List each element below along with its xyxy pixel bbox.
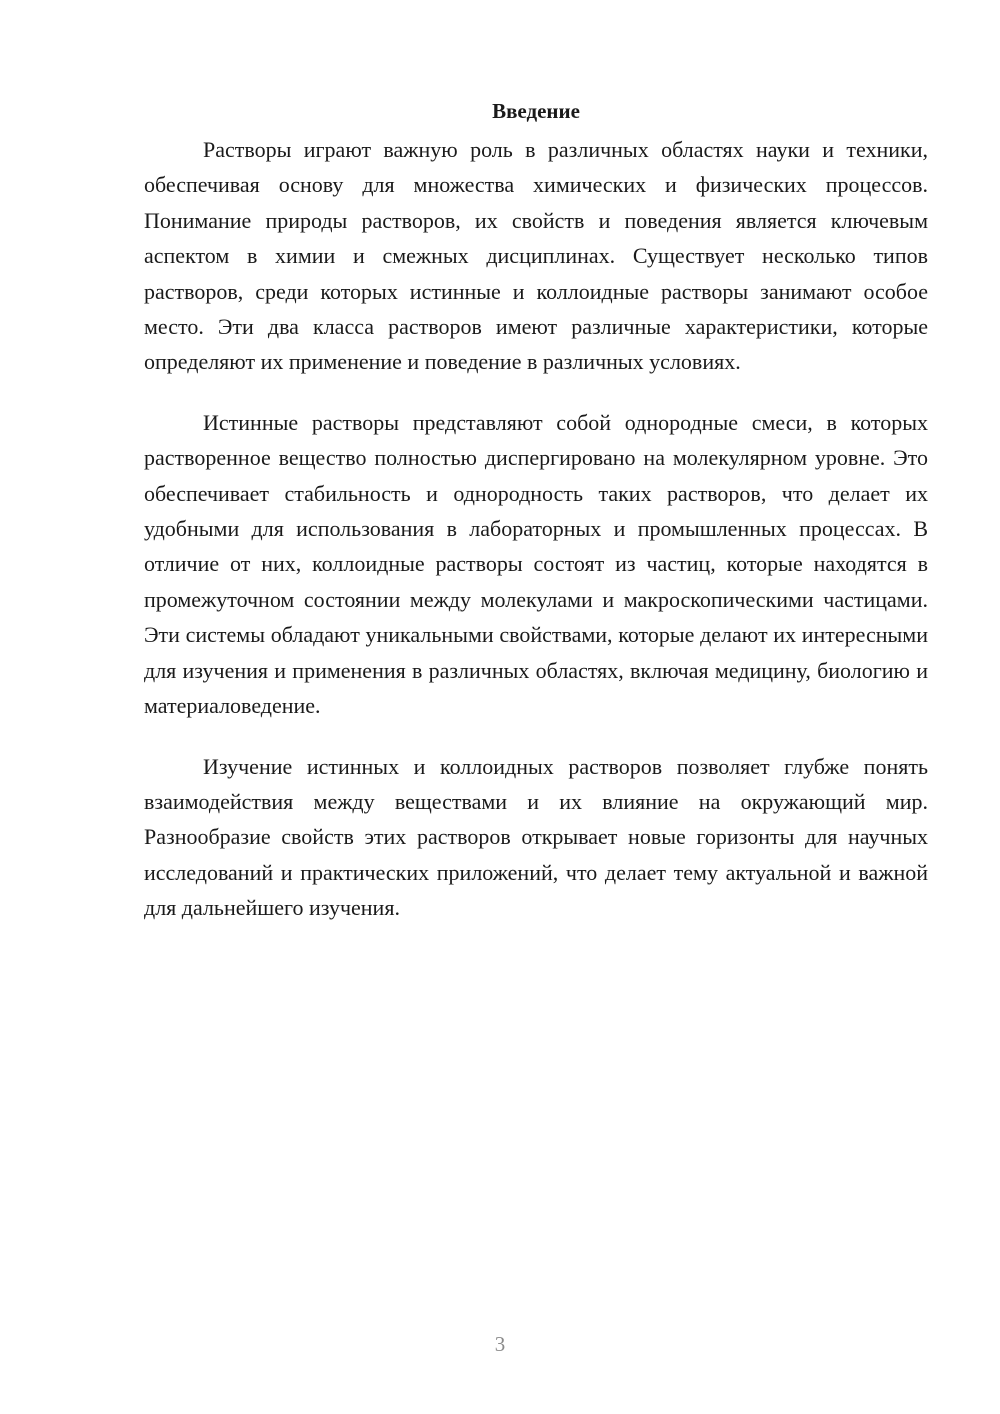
page-content: [144, 96, 928, 951]
page-number: 3: [494, 1332, 506, 1356]
paragraph-true-solutions: Истинные растворы представляют собой однородные смеси, в которых растворенное вещество полностью диспергировано на молекулярном уровне. Это обеспечивает стабильность и однородность таких растворов, что делает их удобными для использования в лабораторных и промышленных процессах. В отличие от них, коллоидные растворы состоят из частиц, которые находятся в промежуточном состоянии между молекулами и макроскопическими частицами. Эти системы обладают уникальными свойствами, которые делают их интересными для изучения и применения в различных областях, включая медицину, биологию и материаловедение.: [144, 409, 928, 719]
section-title: Введение: [492, 99, 580, 123]
paragraph-intro: Растворы играют важную роль в различных областях науки и техники, обеспечивая основу для множества химических и физических процессов. Понимание природы растворов, их свойств и поведения является ключевым аспектом в химии и смежных дисциплинах. Существует несколько типов растворов, среди которых истинные и коллоидные растворы занимают особое место. Эти два класса растворов имеют различные характеристики, которые определяют их применение и поведение в различных условиях.: [144, 137, 928, 375]
paragraph-conclusion: Изучение истинных и коллоидных растворов позволяет глубже понять взаимодействия между веществами и их влияние на окружающий мир. Разнообразие свойств этих растворов открывает новые горизонты для научных исследований и практических приложений, что делает тему актуальной и важной для дальнейшего изучения.: [144, 753, 928, 921]
